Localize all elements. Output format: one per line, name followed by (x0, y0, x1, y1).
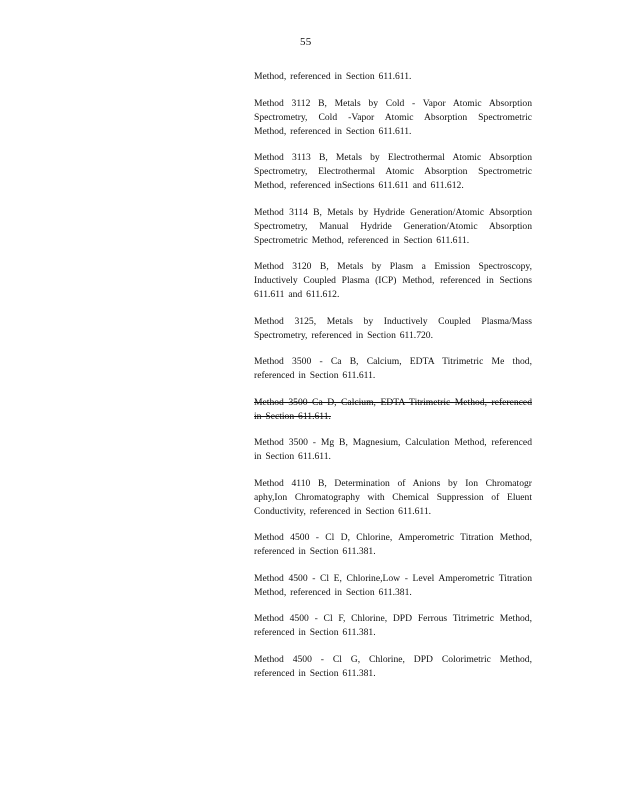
reference-entry: Method 4500 - Cl D, Chlorine, Amperometric Titration Method, referenced in Section 611.381. (254, 532, 532, 557)
reference-entry: Method, referenced in Section 611.611. (254, 71, 412, 82)
reference-entry-struck: Method 3500 Ca D, Calcium, EDTA Titrimetric Method, referenced in Section 611.611. (254, 396, 532, 422)
reference-entry: Method 4500 - Cl F, Chlorine, DPD Ferrous Titrimetric Method, referenced in Section 611.381. (254, 613, 532, 638)
reference-entry: Method 3120 B, Metals by Plasm a Emission Spectroscopy, Inductively Coupled Plasma (ICP) Method, referenced in Sections 611.611 and 611.612. (254, 261, 532, 300)
reference-entry: Method 4110 B, Determination of Anions by Ion Chromatogr aphy,Ion Chromatography with Chemical Suppression of Eluent Conductivity, referenced in Section 611.611. (254, 477, 532, 517)
page-number: 55 (300, 36, 312, 48)
reference-list (254, 70, 532, 693)
reference-entry: Method 3125, Metals by Inductively Coupled Plasma/Mass Spectrometry, referenced in Section 611.720. (254, 315, 532, 341)
reference-entry: Method 3114 B, Metals by Hydride Generation/Atomic Absorption Spectrometry, Manual Hydride Generation/Atomic Absorption Spectrometric Method, referenced in Section 611.611. (254, 206, 532, 246)
reference-entry: Method 3112 B, Metals by Cold - Vapor Atomic Absorption Spectrometry, Cold -Vapor Atomic Absorption Spectrometric Method, referenced in Section 611.611. (254, 97, 532, 137)
reference-entry: Method 3500 - Mg B, Magnesium, Calculation Method, referenced in Section 611.611. (254, 437, 532, 462)
reference-entry: Method 3113 B, Metals by Electrothermal Atomic Absorption Spectrometry, Electrothermal Atomic Absorption Spectrometric Method, referenced inSections 611.611 and 611.612. (254, 152, 532, 191)
reference-entry: Method 4500 - Cl G, Chlorine, DPD Colorimetric Method, referenced in Section 611.381. (254, 653, 532, 679)
reference-entry: Method 3500 - Ca B, Calcium, EDTA Titrimetric Me thod, referenced in Section 611.611. (254, 356, 532, 381)
reference-entry: Method 4500 - Cl E, Chlorine,Low - Level Amperometric Titration Method, referenced in Section 611.381. (254, 572, 532, 598)
